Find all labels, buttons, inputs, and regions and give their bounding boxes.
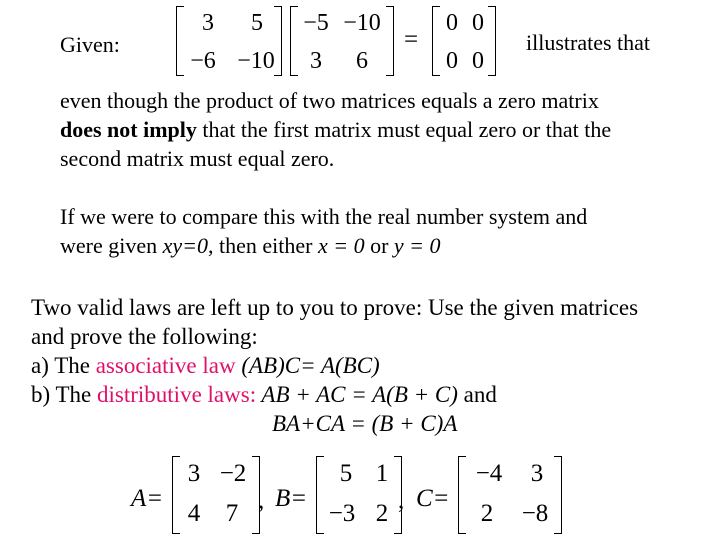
- para2-line2: [60, 231, 441, 260]
- text-span: and: [457, 382, 497, 407]
- matrix-cell: 7: [225, 500, 239, 527]
- matrix-cell: 1: [375, 460, 389, 487]
- matrix-cell: −8: [521, 500, 549, 527]
- text-span: were given: [60, 233, 163, 258]
- matrix-cell: −10: [237, 48, 275, 74]
- math-expression: (AB)C= A(BC): [235, 353, 380, 378]
- text-span: or: [364, 233, 394, 258]
- matrix-cell: 4: [187, 500, 201, 527]
- text-span: b) The: [31, 382, 98, 407]
- comma: ,: [258, 487, 265, 514]
- matrix-cell: −3: [328, 500, 356, 527]
- matrix-cell: 3: [202, 10, 214, 36]
- matrix-cell: 0: [472, 10, 484, 36]
- zero-matrix: [432, 6, 496, 76]
- matrix-cell: 3: [310, 48, 322, 74]
- para2-line1: If we were to compare this with the real number system and: [60, 204, 588, 229]
- equals-sign: =: [404, 26, 419, 53]
- text-span: , then either: [208, 233, 318, 258]
- math-expression: x = 0: [317, 233, 365, 258]
- comma: ,: [398, 487, 405, 514]
- para1-line3: second matrix must equal zero.: [60, 146, 335, 171]
- matrix-cell: −10: [343, 10, 381, 36]
- matrix-cell: 2: [480, 500, 494, 527]
- matrix-cell: 3: [187, 460, 201, 487]
- para1-line1: even though the product of two matrices equals a zero matrix: [60, 88, 599, 113]
- matrix-b-label: B=: [275, 485, 308, 512]
- matrix-cell: 6: [356, 48, 368, 74]
- laws-line2: and prove the following:: [31, 324, 258, 349]
- math-expression: BA+CA = (B + C)A: [272, 411, 458, 436]
- para1-line2: [60, 115, 611, 144]
- matrix-cell: 5: [251, 10, 263, 36]
- para1-line2-rest: that the first matrix must equal zero or that the: [196, 117, 612, 142]
- laws-line1: Two valid laws are left up to you to prove: Use the given matrices: [31, 295, 639, 320]
- matrix-cell: −5: [303, 10, 329, 36]
- matrix-c-label: C=: [416, 485, 450, 512]
- matrix-cell: −2: [219, 460, 247, 487]
- matrix-cell: −6: [190, 48, 216, 74]
- law-b-formula2: [272, 409, 457, 438]
- text-span: a) The: [31, 353, 96, 378]
- matrix-a-label: A=: [131, 485, 164, 512]
- math-expression: y = 0: [393, 233, 441, 258]
- matrix-cell: −4: [475, 460, 503, 487]
- given-label: Given:: [60, 32, 120, 57]
- matrix-a: [172, 456, 260, 534]
- matrix-cell: 0: [472, 48, 484, 74]
- matrix-product-right: [290, 6, 394, 76]
- math-expression: xy=0: [162, 233, 208, 258]
- illustrates-text: illustrates that: [526, 30, 651, 55]
- matrix-cell: 5: [339, 460, 353, 487]
- distributive-law-term: distributive laws:: [97, 382, 257, 407]
- associative-law-term: associative law: [95, 353, 236, 378]
- matrix-c: [458, 456, 562, 534]
- matrix-cell: 0: [446, 10, 458, 36]
- emphasis-text: does not imply: [60, 117, 197, 142]
- law-a: [31, 351, 380, 380]
- law-b: [31, 380, 497, 409]
- matrix-cell: 0: [446, 48, 458, 74]
- math-expression: AB + AC = A(B + C): [256, 382, 458, 407]
- matrix-cell: 2: [375, 500, 389, 527]
- matrix-cell: 3: [530, 460, 544, 487]
- matrix-b: [316, 456, 405, 534]
